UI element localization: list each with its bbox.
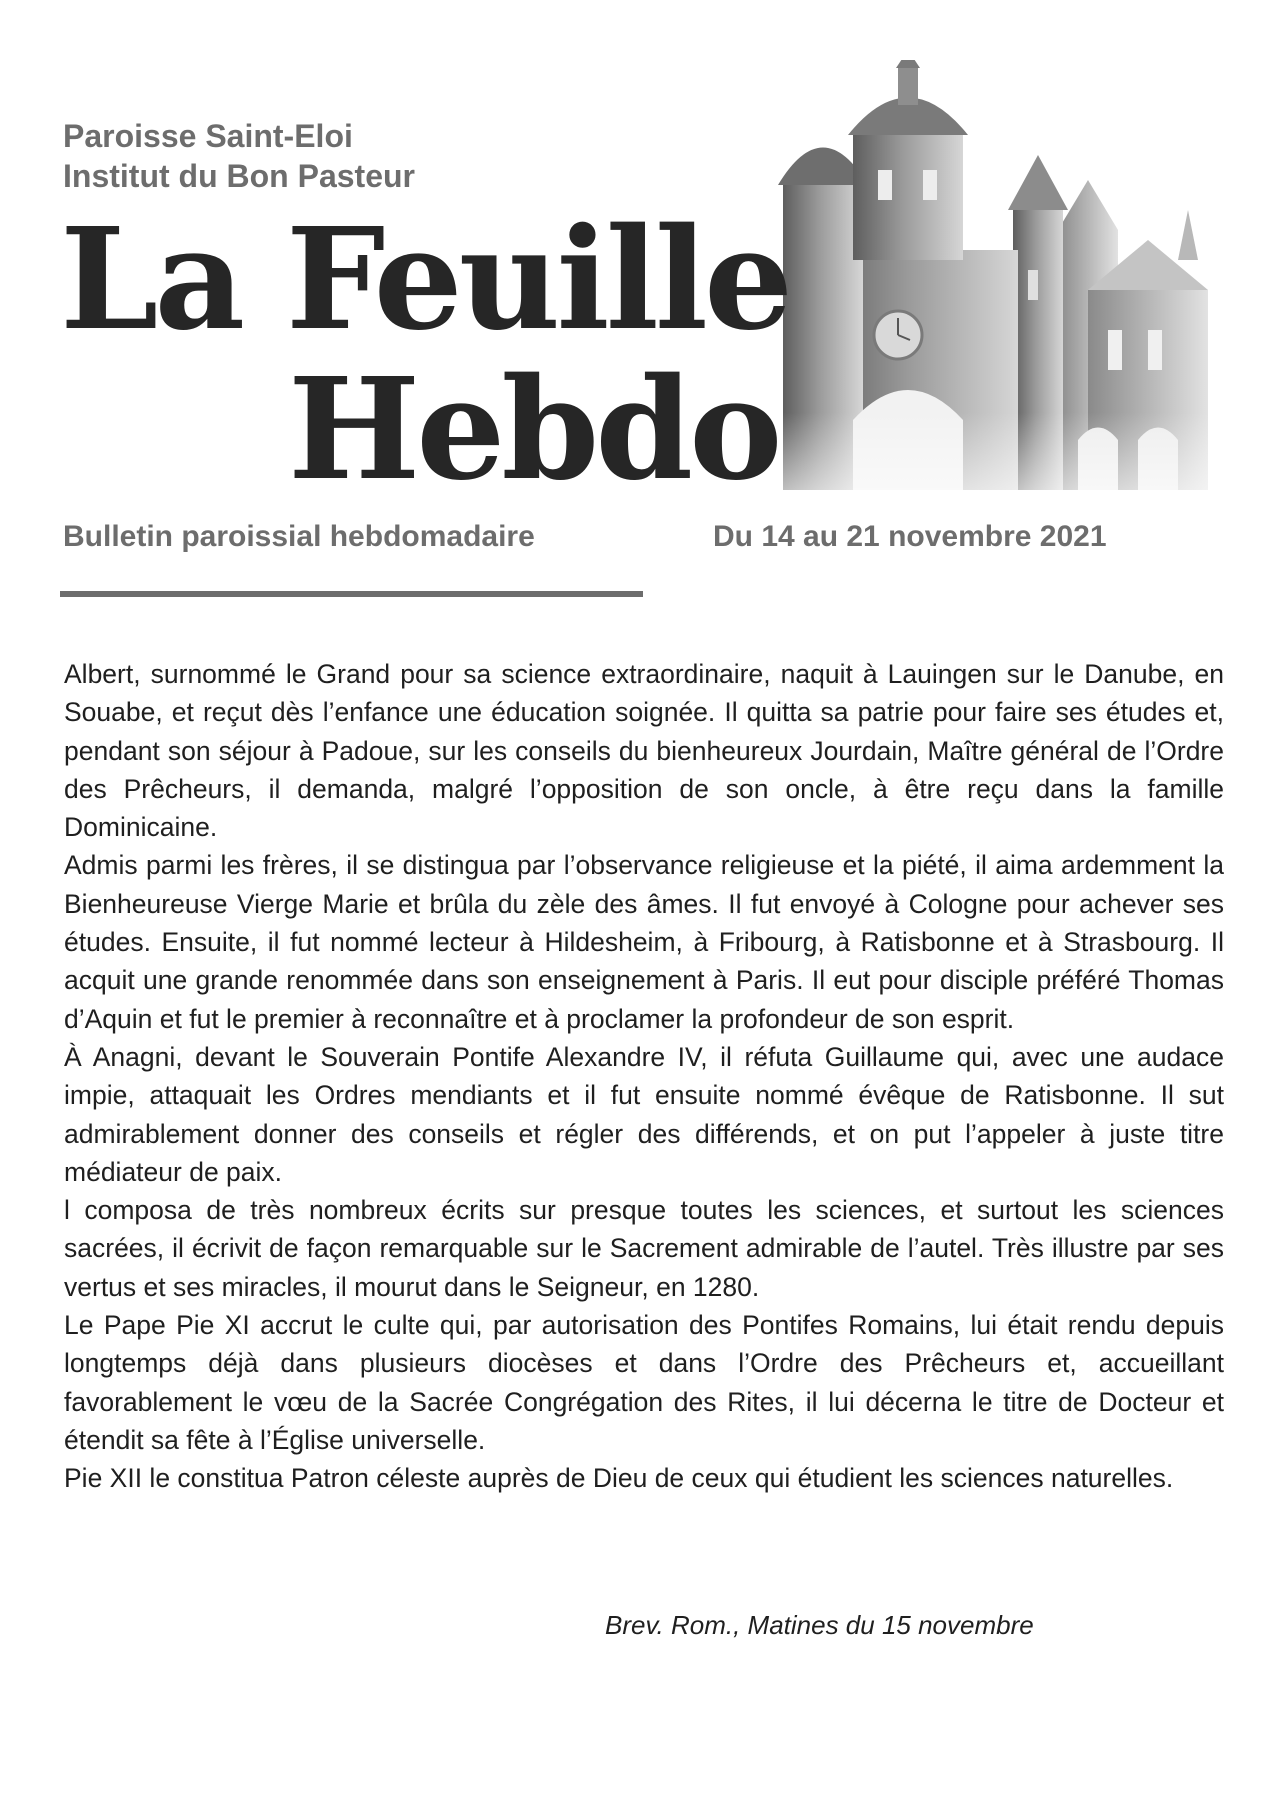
masthead-title-line2: Hebdo [288, 348, 779, 512]
institute-name: Institut du Bon Pasteur [63, 158, 415, 194]
church-gate-illustration [758, 60, 1228, 530]
article-paragraph: À Anagni, devant le Souverain Pontife Alexandre IV, il réfuta Guillaume qui, avec une audace impie, attaquait les Ordres mendiants et il fut ensuite nommé évêque de Ratisbonne. Il sut admirablement donner des conseils et régler des différends, et on put l’appeler à juste titre médiateur de paix. [64, 1041, 1224, 1187]
article-paragraph: Admis parmi les frères, il se distingua par l’observance religieuse et la piété, il aima ardemment la Bienheureuse Vierge Marie et brûla du zèle des âmes. Il fut envoyé à Cologne pour achever ses études. Ensuite, il fut nommé lecteur à Hildesheim, à Fribourg, à Ratisbonne et à Strasbourg. Il acquit une grande renommée dans son enseignement à Paris. Il eut pour disciple préféré Thomas d’Aquin et fut le premier à reconnaître et à proclamer la profondeur de son esprit. [64, 850, 1224, 1034]
date-range: Du 14 au 21 novembre 2021 [713, 520, 1107, 553]
parish-name: Paroisse Saint-Eloi [63, 118, 353, 154]
masthead-title [60, 198, 790, 512]
masthead-title-line1: La Feuille [60, 198, 790, 362]
article-paragraph: Le Pape Pie XI accrut le culte qui, par autorisation des Pontifes Romains, lui était rendu depuis longtemps déjà dans plusieurs diocèses et dans l’Ordre des Prêcheurs et, accueillant favorablement le vœu de la Sacrée Congrégation des Rites, il lui décerna le titre de Docteur et étendit sa fête à l’Église universelle. [64, 1310, 1224, 1455]
header-divider [60, 591, 643, 597]
article-paragraph: l composa de très nombreux écrits sur presque toutes les sciences, et surtout les sciences sacrées, il écrivit de façon remarquable sur le Sacrement admirable de l’autel. Très illustre par ses vertus et ses miracles, il mourut dans le Seigneur, en 1280. [64, 1195, 1224, 1302]
parish-name-block [63, 116, 415, 196]
article-paragraph: Pie XII le constitua Patron céleste auprès de Dieu de ceux qui étudient les sciences naturelles. [64, 1463, 1174, 1494]
source-citation: Brev. Rom., Matines du 15 novembre [605, 1610, 1034, 1640]
article-paragraph: Albert, surnommé le Grand pour sa science extraordinaire, naquit à Lauingen sur le Danube, en Souabe, et reçut dès l’enfance une éducation soignée. Il quitta sa patrie pour faire ses études et, pendant son séjour à Padoue, sur les conseils du bienheureux Jourdain, Maître général de l’Ordre des Prêcheurs, il demanda, malgré l’opposition de son oncle, à être reçu dans la famille Dominicaine. [64, 659, 1224, 843]
article-body [64, 655, 1224, 1498]
bulletin-subtitle: Bulletin paroissial hebdomadaire [63, 520, 535, 553]
